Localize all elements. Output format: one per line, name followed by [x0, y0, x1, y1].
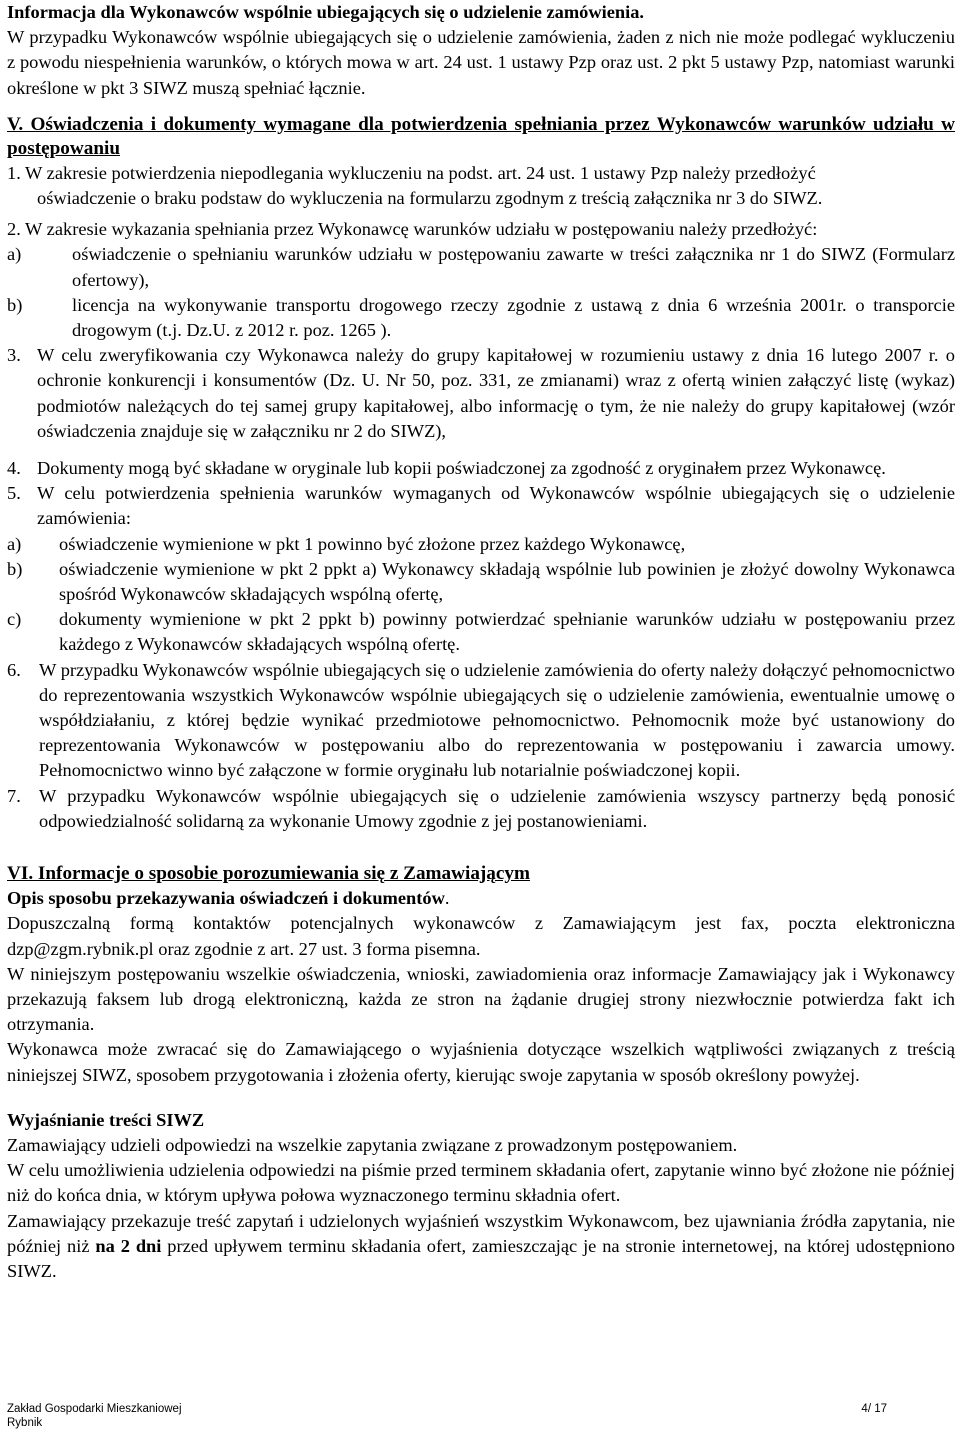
wspolni-wykonawcy-title: Informacja dla Wykonawców wspólnie ubiegających się o udzielenie zamówienia. [7, 2, 645, 22]
section-v-item-3 [7, 343, 955, 444]
list-marker: a) [7, 533, 22, 554]
page-number: 4/ 17 [861, 1403, 887, 1415]
list-text: oświadczenie o spełnianiu warunków udziału w postępowaniu zawarte w treści załącznika nr 1 do SIWZ (Formularz ofertowy), [72, 244, 955, 290]
section-v-item-6 [7, 658, 955, 784]
list-text: licencja na wykonywanie transportu drogowego rzeczy zgodnie z ustawą z dnia 6 września 2001r. o transporcie drogowym (t.j. Dz.U. z 2012 r. poz. 1265 ). [72, 294, 955, 341]
section-v-item-2a [7, 242, 955, 292]
page-footer [7, 1402, 887, 1430]
section-v-item-5c [7, 607, 955, 657]
section-vi-subheading [7, 886, 955, 911]
section-v-item-5a [7, 532, 955, 557]
siwz-clarification-heading: Wyjaśnianie treści SIWZ [7, 1109, 205, 1130]
footer-org-name: Zakład Gospodarki Mieszkaniowej [7, 1403, 182, 1415]
subheading-text: Opis sposobu przekazywania oświadczeń i dokumentów [7, 888, 445, 909]
list-text: dokumenty wymienione w pkt 2 ppkt b) powinny potwierdzać spełnianie warunków udziału w postępowaniu przez każdego z Wykonawców składających wspólną ofertę. [59, 609, 955, 655]
section-v-heading: V. Oświadczenia i dokumenty wymagane dla potwierdzenia spełniania przez Wykonawców warunków udziału w postępowaniu [7, 113, 955, 159]
list-marker: 6. [7, 659, 21, 680]
section-v-item-2: 2. W zakresie wykazania spełniania przez Wykonawcę warunków udziału w postępowaniu należy przedłożyć: [7, 219, 818, 240]
publication-paragraph [7, 1209, 955, 1285]
list-text: W przypadku Wykonawców wspólnie ubiegających się o udzielenie zamówienia do oferty należy dołączyć pełnomocnictwo do reprezentowania wszystkich Wykonawców wspólnie ubiegających się o udzielenie zamówienia, ewentualnie umowę o współdziałaniu, z której będzie wynikać przedmiotowe pełnomocnictwo. Pełnomocnik może być ustanowiony do reprezentowania Wykonawców w postępowaniu albo do reprezentowania w postępowaniu i zawarcia umowy. Pełnomocnictwo winno być załączone w formie oryginału lub notarialnie poświadczonej kopii. [39, 659, 955, 781]
footer-org-city: Rybnik [7, 1417, 43, 1429]
list-marker: 4. [7, 458, 21, 479]
list-text: W przypadku Wykonawców wspólnie ubiegających się o udzielenie zamówienia wszyscy partnerzy będą ponosić odpowiedzialność solidarną za wykonanie Umowy zgodnie z jej postanowieniami. [39, 785, 955, 831]
list-marker: 5. [7, 483, 21, 504]
list-marker: a) [7, 244, 22, 265]
list-text: oświadczenie wymienione w pkt 2 ppkt a) Wykonawcy składają wspólnie lub powinien je złożyć dowolny Wykonawca spośród Wykonawców składających wspólną ofertę, [59, 558, 955, 605]
list-marker: b) [7, 294, 23, 315]
subheading-dot: . [444, 888, 450, 909]
section-v-item-5b [7, 557, 955, 607]
list-marker: 3. [7, 345, 21, 366]
clarification-paragraph: Wykonawca może zwracać się do Zamawiającego o wyjaśnienia dotyczące wszelkich wątpliwości związanych z treścią niniejszej SIWZ, sposobem przygotowania i złożenia oferty, kierując swoje zapytania w sposób określony powyżej. [7, 1039, 955, 1085]
list-text: oświadczenie wymienione w pkt 1 powinno być złożone przez każdego Wykonawcę, [59, 533, 686, 554]
publication-deadline: na 2 dni [95, 1235, 162, 1256]
publication-text-post: przed upływem terminu składania ofert, zamieszczając je na stronie internetowej, na której udostępniono SIWZ. [7, 1235, 956, 1281]
section-v-item-7 [7, 784, 955, 834]
list-text: W celu potwierdzenia spełnienia warunków wymaganych od Wykonawców wspólnie ubiegających się o udzielenie zamówienia: [37, 483, 955, 529]
list-marker: b) [7, 558, 23, 579]
list-marker: c) [7, 609, 22, 630]
section-v-item-4 [7, 456, 955, 481]
deadline-paragraph: W celu umożliwienia udzielenia odpowiedzi na piśmie przed terminem składania ofert, zapytanie winno być złożone nie później niż do końca dnia, w którym upływa połowa wyznaczonego terminu składnia ofert. [7, 1160, 955, 1206]
section-v-item-5 [7, 481, 955, 531]
contact-forms-paragraph: Dopuszczalną formą kontaktów potencjalnych wykonawców z Zamawiającym jest fax, poczta elektroniczna dzp@zgm.rybnik.pl oraz zgodnie z art. 27 ust. 3 forma pisemna. [7, 913, 955, 959]
section-vi-heading: VI. Informacje o sposobie porozumiewania się z Zamawiającym [7, 863, 530, 885]
document-page [7, 0, 955, 1284]
section-v-item-1-cont: oświadczenie o braku podstaw do wykluczenia na formularzu zgodnym z treścią załącznika nr 3 do SIWZ. [37, 188, 823, 209]
wspolni-wykonawcy-paragraph: W przypadku Wykonawców wspólnie ubiegających się o udzielenie zamówienia, żaden z nich nie może podlegać wykluczeniu z powodu niespełnienia warunków, o których mowa w art. 24 ust. 1 ustawy Pzp oraz ust. 2 pkt 5 ustawy Pzp, natomiast warunki określone w pkt 3 SIWZ muszą spełniać łącznie. [7, 27, 955, 98]
list-marker: 7. [7, 785, 21, 806]
section-v-item-2b [7, 293, 955, 343]
answers-paragraph: Zamawiający udzieli odpowiedzi na wszelkie zapytania związane z prowadzonym postępowaniem. [7, 1134, 738, 1155]
communication-paragraph: W niniejszym postępowaniu wszelkie oświadczenia, wnioski, zawiadomienia oraz informacje Zamawiający jak i Wykonawcy przekazują faksem lub drogą elektroniczną, każda ze stron na żądanie drugiej strony niezwłocznie potwierdza fakt ich otrzymania. [7, 963, 955, 1035]
list-text: Dokumenty mogą być składane w oryginale lub kopii poświadczonej za zgodność z oryginałem przez Wykonawcę. [37, 458, 886, 479]
section-v-item-1: 1. W zakresie potwierdzenia niepodlegania wykluczeniu na podst. art. 24 ust. 1 ustawy Pzp należy przedłożyć [7, 162, 816, 183]
list-text: W celu zweryfikowania czy Wykonawca należy do grupy kapitałowej w rozumieniu ustawy z dnia 16 lutego 2007 r. o ochronie konkurencji i konsumentów (Dz. U. Nr 50, poz. 331, ze zmianami) wraz z ofertą winien załączyć listę (wykaz) podmiotów należących do tej samej grupy kapitałowej, albo informację o tym, że nie należy do grupy kapitałowej (wzór oświadczenia znajduje się w załączniku nr 2 do SIWZ), [37, 345, 955, 441]
publication-text-pre: Zamawiający przekazuje treść zapytań i udzielonych wyjaśnień wszystkim Wykonawcom, bez ujawniania źródła zapytania, nie później niż [7, 1210, 955, 1256]
